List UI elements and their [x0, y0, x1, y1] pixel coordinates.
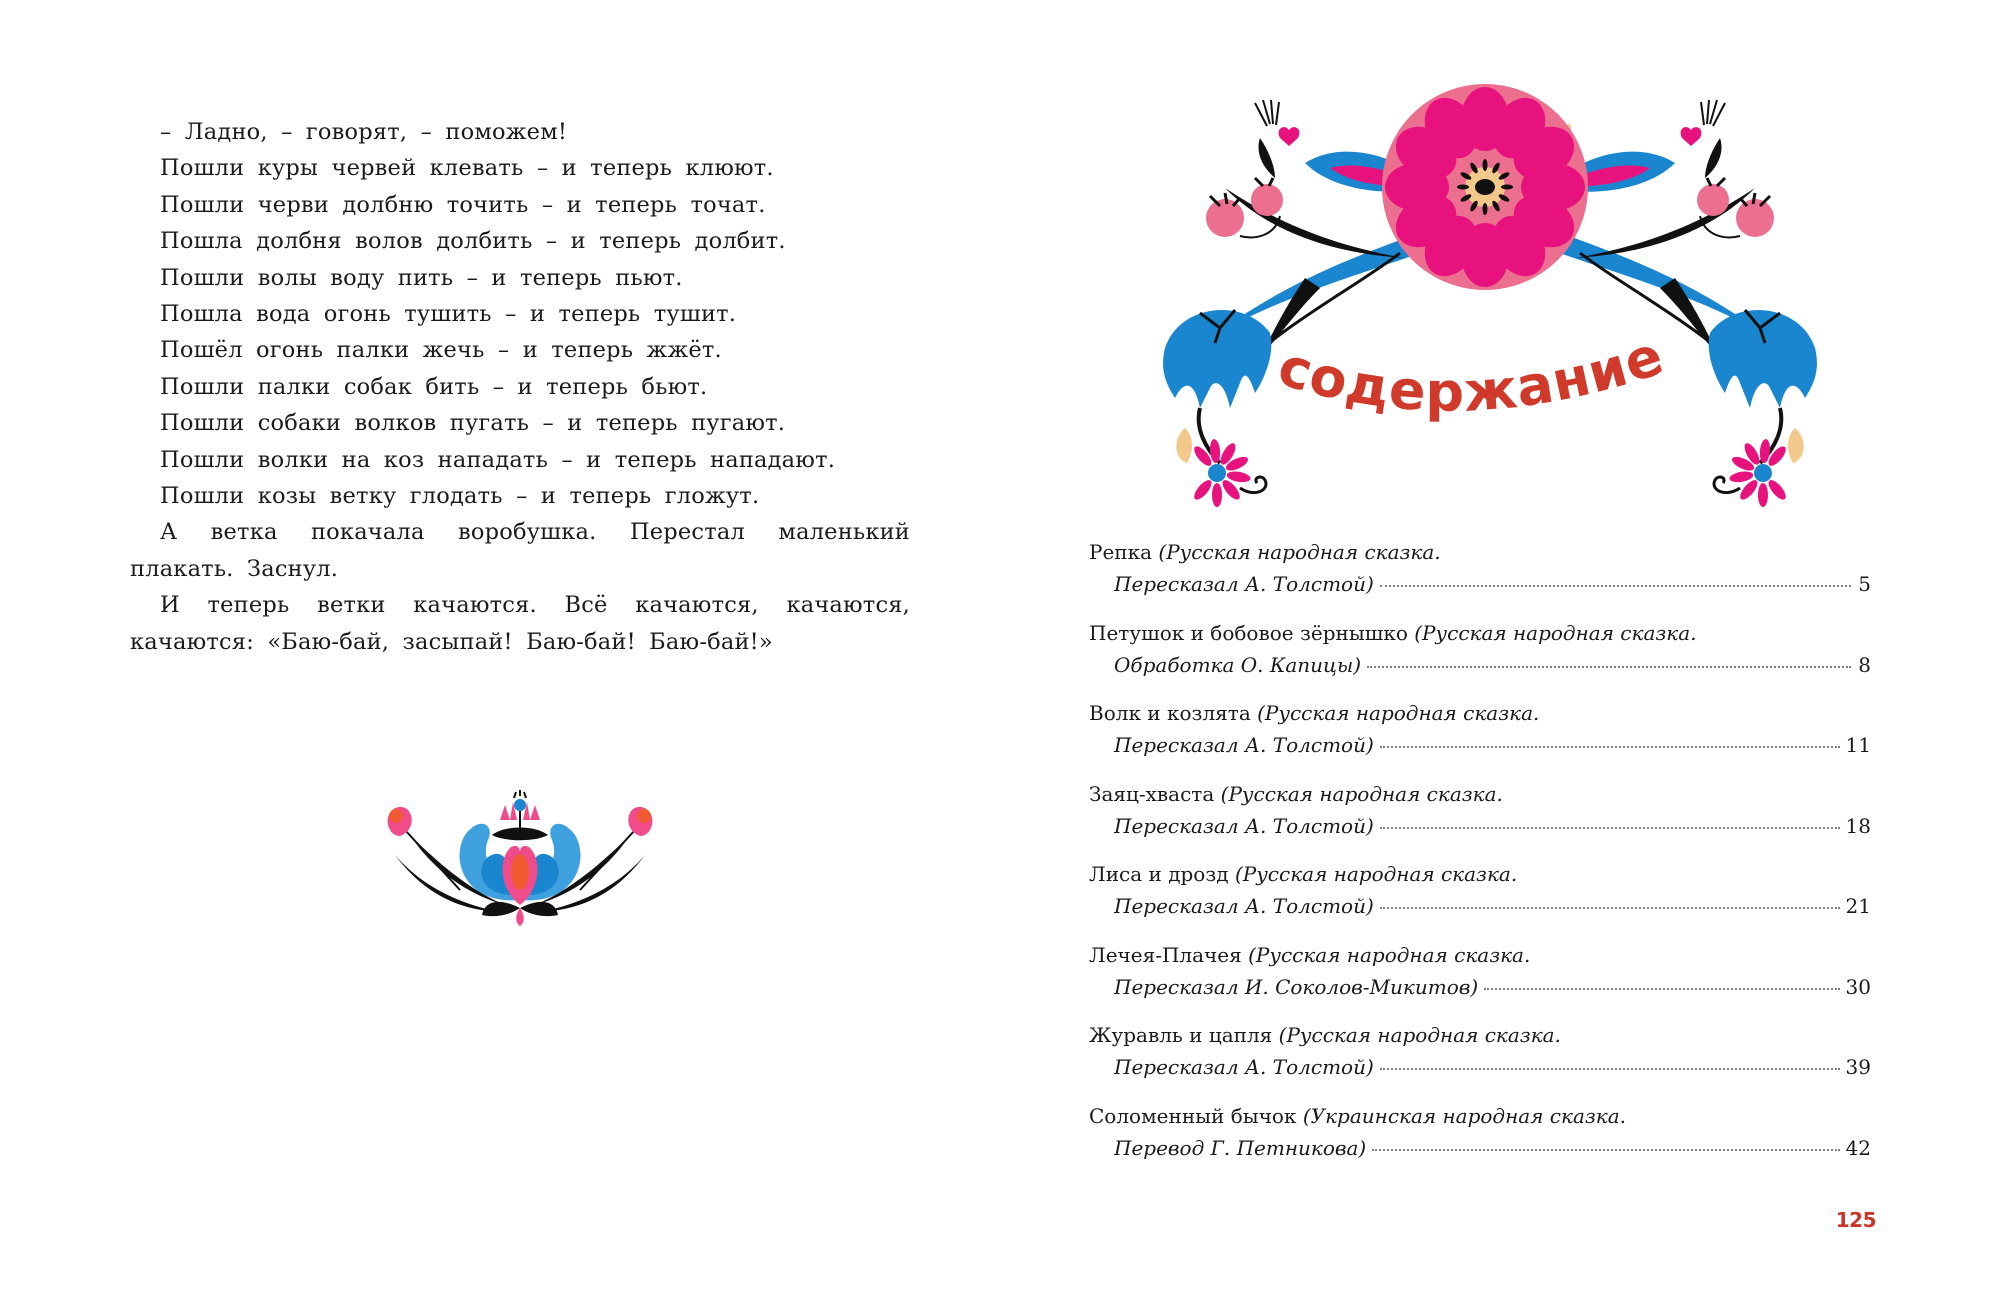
toc-page-number: 11 — [1845, 733, 1871, 757]
toc-page-number: 39 — [1845, 1055, 1871, 1079]
toc-source: (Русская народная сказка. — [1234, 862, 1518, 886]
toc-credit: Пересказал А. Толстой) — [1114, 1055, 1374, 1079]
toc-source: (Русская народная сказка. — [1158, 540, 1441, 564]
toc-title: Репка — [1089, 540, 1153, 564]
paragraph: Пошли палки собак бить – и теперь бьют. — [160, 373, 708, 400]
paragraph: Пошли собаки волков пугать – и теперь пугают. — [160, 410, 786, 437]
folk-flower-ornament-icon — [370, 780, 670, 930]
story-text — [130, 114, 910, 660]
toc-title: Соломенный бычок — [1089, 1103, 1297, 1128]
paragraph: Пошли козы ветку глодать – и теперь гложут. — [160, 483, 760, 510]
paragraph: И теперь ветки качаются. Всё качаются, качаются, качаются: «Баю-бай, засыпай! Баю-бай! Баю-бай!» — [130, 592, 910, 655]
paragraph: Пошла вода огонь тушить – и теперь тушит. — [160, 301, 737, 328]
table-of-contents — [1089, 536, 1871, 1180]
toc-entry[interactable] — [1089, 536, 1871, 617]
toc-title: Заяц-хваста — [1089, 781, 1215, 806]
page-title — [1270, 342, 1690, 442]
heading-text: содержание — [1271, 342, 1672, 424]
toc-source: (Русская народная сказка. — [1257, 701, 1540, 725]
toc-title: Лечея-Плачея — [1089, 942, 1242, 967]
dot-leader — [1380, 907, 1840, 909]
paragraph: Пошли черви долбню точить – и теперь точат. — [160, 191, 766, 218]
toc-page-number: 18 — [1845, 813, 1871, 838]
toc-title: Лиса и дрозд — [1089, 862, 1229, 886]
dot-leader — [1484, 988, 1839, 990]
svg-text:содержание — [1271, 342, 1671, 424]
toc-title: Петушок и бобовое зёрнышко — [1089, 620, 1408, 645]
toc-entry[interactable] — [1089, 778, 1871, 859]
toc-source: (Русская народная сказка. — [1278, 1023, 1561, 1047]
toc-page-number: 42 — [1845, 1135, 1871, 1160]
toc-page-number: 21 — [1845, 894, 1871, 918]
dot-leader — [1380, 746, 1840, 748]
toc-source: (Украинская народная сказка. — [1302, 1103, 1627, 1128]
toc-entry[interactable] — [1089, 1019, 1871, 1100]
toc-source: (Русская народная сказка. — [1414, 620, 1697, 645]
toc-credit: Пересказал А. Толстой) — [1114, 813, 1374, 838]
paragraph: Пошли волки на коз нападать – и теперь нападают. — [160, 446, 836, 473]
dot-leader — [1372, 1149, 1839, 1151]
toc-title: Журавль и цапля — [1089, 1023, 1273, 1047]
toc-entry[interactable] — [1089, 617, 1871, 698]
toc-entry[interactable] — [1089, 858, 1871, 939]
paragraph: А ветка покачала воробушка. Перестал маленький плакать. Заснул. — [130, 519, 910, 582]
paragraph: Пошли куры червей клевать – и теперь клюют. — [160, 155, 774, 182]
toc-page-number: 8 — [1858, 652, 1871, 677]
paragraph: Пошёл огонь палки жечь – и теперь жжёт. — [160, 337, 722, 364]
page-number: 125 — [1835, 1208, 1876, 1232]
toc-entry[interactable] — [1089, 697, 1871, 778]
toc-credit: Пересказал И. Соколов-Микитов) — [1114, 974, 1479, 999]
toc-entry[interactable] — [1089, 939, 1871, 1020]
toc-credit: Обработка О. Капицы) — [1114, 652, 1362, 677]
toc-source: (Русская народная сказка. — [1248, 942, 1531, 967]
toc-source: (Русская народная сказка. — [1220, 781, 1503, 806]
dot-leader — [1380, 1068, 1840, 1070]
toc-credit: Пересказал А. Толстой) — [1114, 733, 1374, 757]
toc-entry[interactable] — [1089, 1100, 1871, 1181]
paragraph: Пошла долбня волов долбить – и теперь долбит. — [160, 228, 786, 255]
paragraph: – Ладно, – говорят, – поможем! — [160, 119, 568, 145]
toc-credit: Перевод Г. Петникова) — [1114, 1135, 1367, 1160]
toc-title: Волк и козлята — [1089, 701, 1251, 725]
dot-leader — [1380, 585, 1851, 587]
folk-floral-arch-icon — [1155, 78, 1825, 508]
toc-credit: Пересказал А. Толстой) — [1114, 894, 1374, 918]
dot-leader — [1380, 827, 1840, 829]
paragraph: Пошли волы воду пить – и теперь пьют. — [160, 264, 683, 291]
dot-leader — [1367, 666, 1851, 668]
toc-page-number: 5 — [1858, 572, 1871, 596]
toc-page-number: 30 — [1845, 974, 1871, 999]
toc-credit: Пересказал А. Толстой) — [1114, 572, 1374, 596]
